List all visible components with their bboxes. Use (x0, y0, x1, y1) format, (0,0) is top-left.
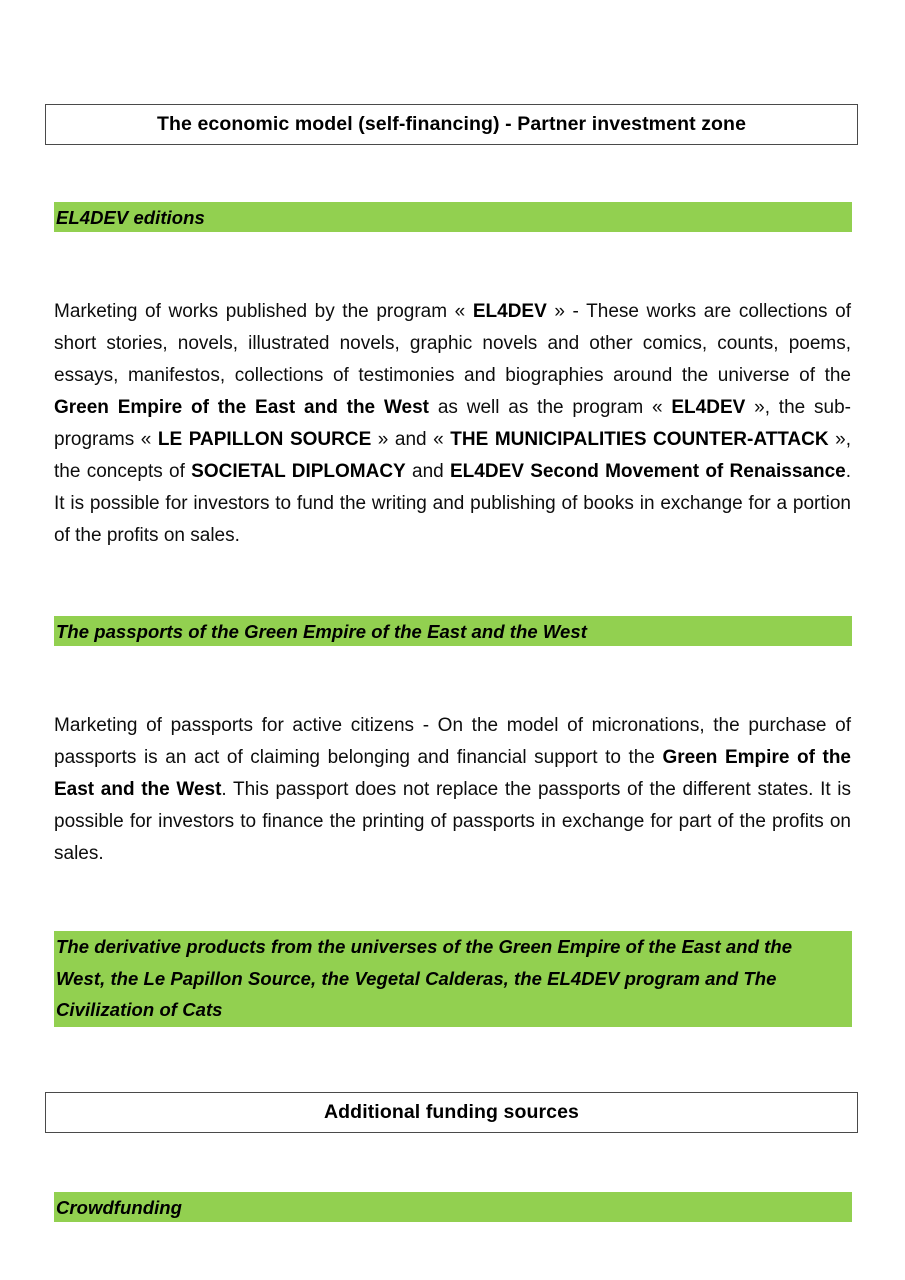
par-bold-green-empire-2: Green Empire of the East and the West (54, 747, 851, 800)
par-bold-papillon-source: LE PAPILLON SOURCE (157, 429, 372, 450)
section-title-additional-funding-sources: Additional funding sources (45, 1092, 858, 1133)
paragraph-passports (54, 710, 851, 870)
par-bold-second-movement: EL4DEV Second Movement of Renaissance (450, 461, 846, 482)
par-text: », the concepts of (54, 429, 851, 482)
par-text: as well as the program « (429, 397, 672, 418)
par-text: », the sub-programs « (54, 397, 851, 450)
section-title-economic-model: The economic model (self-financing) - Partner investment zone (45, 104, 858, 145)
heading-derivative-products (54, 931, 852, 1027)
par-text: Marketing of works published by the program « (54, 301, 473, 322)
par-text: » and « (371, 429, 451, 450)
heading-passports (54, 616, 852, 646)
heading-passports-label: The passports of the Green Empire of the East and the West (56, 621, 587, 642)
par-text: and (405, 461, 450, 482)
heading-derivative-line-3: Civilization of Cats (56, 999, 223, 1020)
paragraph-el4dev-editions (54, 296, 851, 552)
par-text: Marketing of passports for active citizens - On the model of micronations, the purchase of passports is an act of claiming belonging and financial support to the (54, 715, 851, 768)
par-text: » - These works are collections of short stories, novels, illustrated novels, graphic novels and other comics, counts, poems, essays, manifestos, collections of testimonies and biographies around the universe of the (54, 301, 851, 386)
par-bold-el4dev-1: EL4DEV (472, 301, 547, 322)
heading-crowdfunding (54, 1192, 852, 1222)
heading-derivative-line-2: West, the Le Papillon Source, the Vegetal Calderas, the EL4DEV program and The (56, 967, 777, 989)
par-bold-el4dev-2: EL4DEV (671, 397, 746, 418)
heading-crowdfunding-label: Crowdfunding (56, 1197, 182, 1218)
par-bold-societal-diplomacy: SOCIETAL DIPLOMACY (191, 461, 406, 482)
par-text: . It is possible for investors to fund the writing and publishing of books in exchange for a portion of the profits on sales. (54, 461, 851, 546)
par-bold-municipalities: THE MUNICIPALITIES COUNTER-ATTACK (450, 429, 829, 450)
par-bold-green-empire: Green Empire of the East and the West (54, 397, 429, 418)
heading-el4dev-editions (54, 202, 852, 232)
heading-derivative-line-1: The derivative products from the universes of the Green Empire of the East and the (56, 936, 793, 957)
par-text: . This passport does not replace the passports of the different states. It is possible for investors to finance the printing of passports in exchange for part of the profits on sales. (54, 779, 852, 864)
heading-el4dev-editions-label: EL4DEV editions (56, 207, 205, 228)
